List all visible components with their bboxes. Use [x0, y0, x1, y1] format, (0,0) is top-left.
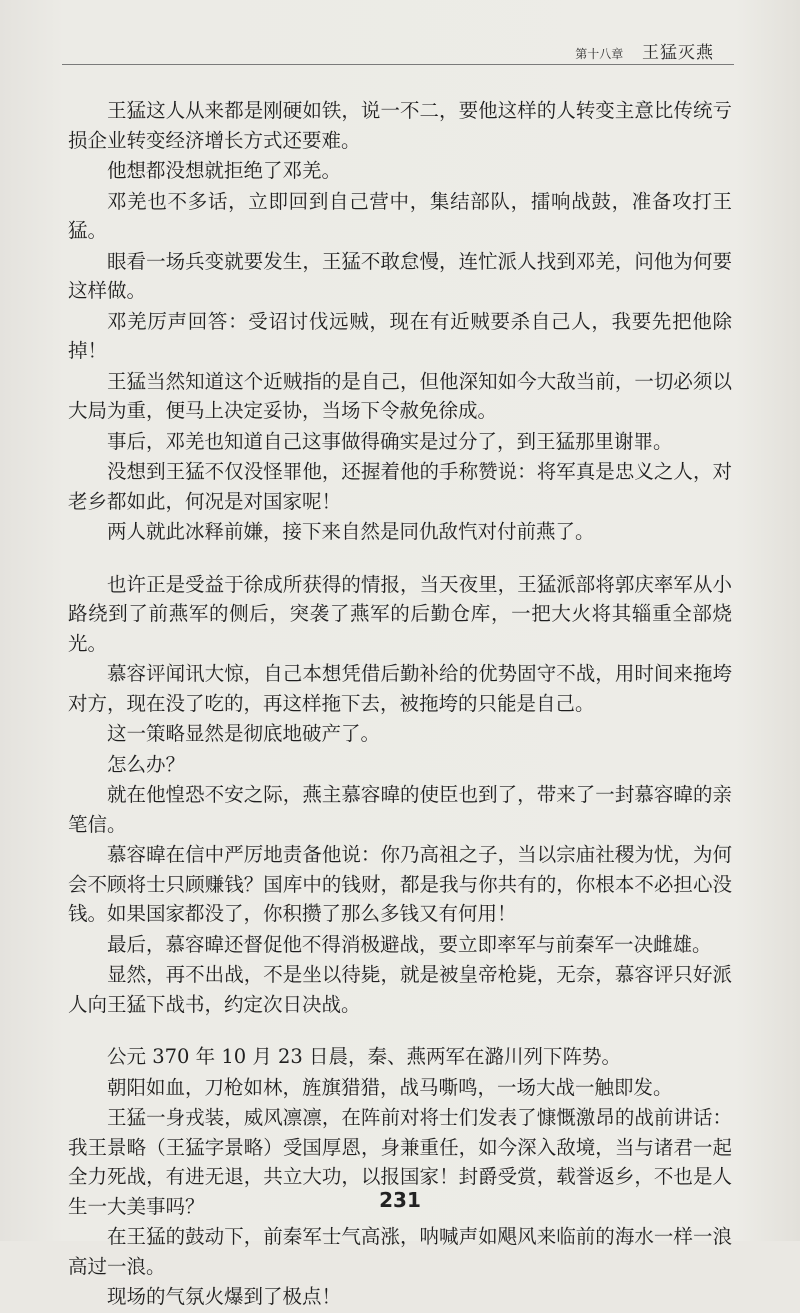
paragraph: 王猛当然知道这个近贼指的是自己，但他深知如今大敌当前，一切必须以大局为重，便马上决定妥协，当场下令赦免徐成。	[68, 369, 732, 422]
paragraph: 他想都没想就拒绝了邓羌。	[107, 159, 342, 182]
paragraph: 慕容评闻讯大惊，自己本想凭借后勤补给的优势固守不战，用时间来拖垮对方，现在没了吃的，再这样拖下去，被拖垮的只能是自己。	[68, 662, 732, 715]
header-rule	[62, 64, 734, 65]
chapter-label: 第十八章	[575, 47, 624, 61]
paragraph: 王猛一身戎装，威风凛凛，在阵前对将士们发表了慷慨激昂的战前讲话：我王景略（王猛字景略）受国厚恩，身兼重任，如今深入敌境，当与诸君一起全力死战，有进无退，共立大功，以报国家！封爵受赏，载誉返乡，不也是人生一大美事吗？	[68, 1106, 732, 1218]
paragraph: 也许正是受益于徐成所获得的情报，当天夜里，王猛派部将郭庆率军从小路绕到了前燕军的侧后，突袭了燕军的后勤仓库，一把大火将其辎重全部烧光。	[68, 572, 732, 655]
page-number: 231	[379, 1188, 421, 1212]
section-3	[68, 1042, 732, 1312]
paragraph: 眼看一场兵变就要发生，王猛不敢怠慢，连忙派人找到邓羌，问他为何要这样做。	[68, 249, 732, 302]
paragraph: 两人就此冰释前嫌，接下来自然是同仇敌忾对付前燕了。	[107, 520, 595, 543]
paragraph: 公元 370 年 10 月 23 日晨，秦、燕两军在潞川列下阵势。	[107, 1045, 622, 1068]
paragraph: 显然，再不出战，不是坐以待毙，就是被皇帝枪毙，无奈，慕容评只好派人向王猛下战书，约定次日决战。	[68, 963, 732, 1016]
paragraph: 邓羌厉声回答：受诏讨伐远贼，现在有近贼要杀自己人，我要先把他除掉！	[68, 309, 732, 362]
section-1	[68, 96, 732, 547]
chapter-title: 王猛灭燕	[642, 43, 714, 63]
paragraph: 就在他惶恐不安之际，燕主慕容暐的使臣也到了，带来了一封慕容暐的亲笔信。	[68, 783, 732, 836]
paragraph: 最后，慕容暐还督促他不得消极避战，要立即率军与前秦军一决雌雄。	[107, 932, 712, 956]
paragraph: 王猛这人从来都是刚硬如铁，说一不二，要他这样的人转变主意比传统亏损企业转变经济增长方式还要难。	[68, 99, 732, 152]
paragraph: 慕容暐在信中严厉地责备他说：你乃高祖之子，当以宗庙社稷为忧，为何会不顾将士只顾赚钱？国库中的钱财，都是我与你共有的，你根本不必担心没钱。如果国家都没了，你积攒了那么多钱又有何用！	[68, 843, 732, 925]
paragraph: 现场的气氛火爆到了极点！	[107, 1285, 342, 1308]
paragraph: 事后，邓羌也知道自己这事做得确实是过分了，到王猛那里谢罪。	[107, 429, 673, 453]
paragraph: 在王猛的鼓动下，前秦军士气高涨，呐喊声如飓风来临前的海水一样一浪高过一浪。	[68, 1225, 732, 1278]
paragraph: 怎么办？	[107, 752, 186, 776]
section-break	[68, 1020, 732, 1042]
paragraph: 邓羌也不多话，立即回到自己营中，集结部队，擂响战鼓，准备攻打王猛。	[68, 189, 732, 242]
paragraph: 朝阳如血，刀枪如林，旌旗猎猎，战马嘶鸣，一场大战一触即发。	[107, 1075, 673, 1099]
paragraph: 没想到王猛不仅没怪罪他，还握着他的手称赞说：将军真是忠义之人，对老乡都如此，何况是对国家呢！	[68, 460, 732, 513]
section-break	[68, 548, 732, 570]
body-text	[68, 96, 732, 1313]
section-2	[68, 570, 732, 1020]
running-head	[575, 38, 714, 63]
paragraph: 这一策略显然是彻底地破产了。	[107, 722, 381, 745]
